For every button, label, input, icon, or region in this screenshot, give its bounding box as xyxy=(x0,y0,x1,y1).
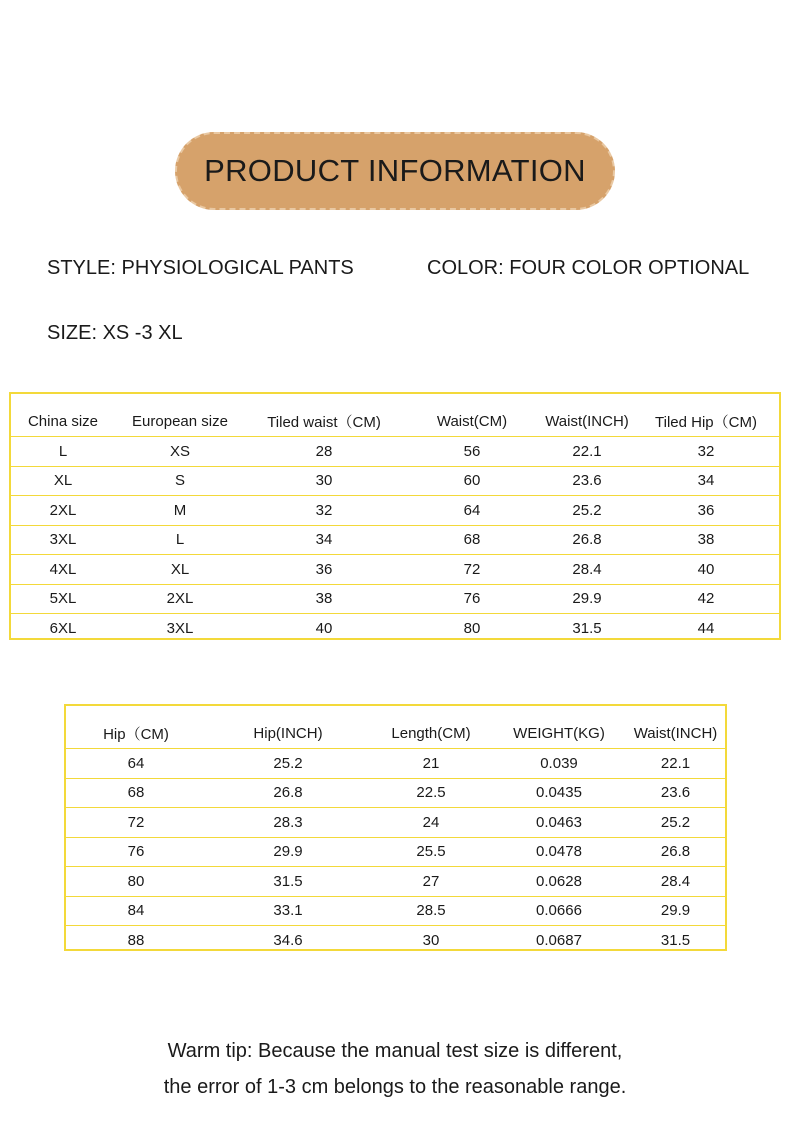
table-cell: S xyxy=(115,466,245,496)
table-row xyxy=(11,525,779,555)
table-cell: 25.2 xyxy=(626,808,725,838)
table-cell: 34.6 xyxy=(273,931,303,949)
table-cell: 28.4 xyxy=(626,867,725,897)
table-cell: 64 xyxy=(403,496,541,526)
table-cell: 42 xyxy=(633,584,779,614)
table-cell: 25.5 xyxy=(370,837,492,867)
table-row xyxy=(66,837,725,867)
table-cell: 31.5 xyxy=(206,867,370,897)
color-line: COLOR: FOUR COLOR OPTIONAL xyxy=(427,257,750,279)
table-cell: 68 xyxy=(403,525,541,555)
table-cell: 3XL xyxy=(166,619,194,637)
table-cell: 60 xyxy=(403,466,541,496)
column-header: Waist(INCH) xyxy=(541,406,633,437)
table-cell: 22.1 xyxy=(541,437,633,467)
table-cell: 2XL xyxy=(115,584,245,614)
table-cell: 76 xyxy=(66,837,206,867)
table-cell: XL xyxy=(11,466,115,496)
table-cell: 4XL xyxy=(11,555,115,585)
column-header: European size xyxy=(115,406,245,437)
table-cell: 21 xyxy=(370,749,492,779)
table-cell: 0.0463 xyxy=(492,808,626,838)
table-row xyxy=(11,437,779,467)
table-cell: M xyxy=(115,496,245,526)
table-row xyxy=(11,584,779,614)
table-cell: 34 xyxy=(633,466,779,496)
table-cell: 38 xyxy=(633,525,779,555)
column-header: WEIGHT(KG) xyxy=(492,718,626,749)
table-cell: 5XL xyxy=(11,584,115,614)
table-cell: 38 xyxy=(245,584,403,614)
column-header: Hip(INCH) xyxy=(206,718,370,749)
size-table-2 xyxy=(64,704,727,951)
table-cell: 3XL xyxy=(11,525,115,555)
column-header: Tiled Hip（CM) xyxy=(633,406,779,437)
table-cell: 0.0478 xyxy=(492,837,626,867)
table-cell: 0.0628 xyxy=(492,867,626,897)
table-cell: 32 xyxy=(633,437,779,467)
table-cell: 29.9 xyxy=(206,837,370,867)
table-cell: 29.9 xyxy=(626,896,725,926)
table-cell: 32 xyxy=(245,496,403,526)
table-cell: 26.8 xyxy=(626,837,725,867)
column-header: Hip（CM) xyxy=(66,718,206,749)
column-header: Waist(CM) xyxy=(403,406,541,437)
table-cell: 23.6 xyxy=(541,466,633,496)
table-cell: 88 xyxy=(127,931,145,949)
table-cell: 0.0687 xyxy=(536,931,582,949)
table-cell: 0.039 xyxy=(492,749,626,779)
table-row xyxy=(11,466,779,496)
column-header: Tiled waist（CM) xyxy=(245,406,403,437)
table-cell: 24 xyxy=(370,808,492,838)
column-header: Waist(INCH) xyxy=(626,718,725,749)
table-cell: 28.3 xyxy=(206,808,370,838)
table-cell: 31.5 xyxy=(572,619,602,637)
table-row xyxy=(66,896,725,926)
column-header: Length(CM) xyxy=(370,718,492,749)
table-cell: 31.5 xyxy=(660,931,691,949)
table-cell: 25.2 xyxy=(541,496,633,526)
table-row xyxy=(66,749,725,779)
table-cell: 36 xyxy=(633,496,779,526)
title-badge xyxy=(175,132,615,210)
table-cell: 25.2 xyxy=(206,749,370,779)
table-row xyxy=(66,808,725,838)
table-cell: 0.0435 xyxy=(492,778,626,808)
warm-tip-line-1: Warm tip: Because the manual test size is different, xyxy=(167,1040,623,1062)
size-table-1 xyxy=(9,392,781,640)
table-cell: L xyxy=(11,437,115,467)
table-cell: 28.4 xyxy=(541,555,633,585)
table-cell: XL xyxy=(115,555,245,585)
style-line: STYLE: PHYSIOLOGICAL PANTS xyxy=(47,257,354,279)
column-header: China size xyxy=(11,406,115,437)
table-row xyxy=(66,867,725,897)
table-cell: 44 xyxy=(697,619,715,637)
table-cell: 27 xyxy=(370,867,492,897)
table-cell: 26.8 xyxy=(541,525,633,555)
table-header-row xyxy=(11,406,779,437)
table-cell: 34 xyxy=(245,525,403,555)
table-header-row xyxy=(66,718,725,749)
table-cell: 72 xyxy=(403,555,541,585)
table-row xyxy=(11,496,779,526)
table-cell: 26.8 xyxy=(206,778,370,808)
table-cell: 28.5 xyxy=(370,896,492,926)
table-cell: 72 xyxy=(66,808,206,838)
table-cell: 6XL xyxy=(49,619,77,637)
warm-tip-line-2: the error of 1-3 cm belongs to the reasonable range. xyxy=(163,1076,627,1098)
table-cell: 40 xyxy=(633,555,779,585)
table-cell: L xyxy=(115,525,245,555)
table-cell: 80 xyxy=(66,867,206,897)
table-cell: 30 xyxy=(245,466,403,496)
table-cell: 40 xyxy=(315,619,333,637)
table-cell: 28 xyxy=(245,437,403,467)
table-row xyxy=(11,614,779,643)
table-cell: 84 xyxy=(66,896,206,926)
table-cell: 23.6 xyxy=(626,778,725,808)
table-row xyxy=(66,926,725,955)
table-cell: 22.1 xyxy=(626,749,725,779)
page-title: PRODUCT INFORMATION xyxy=(204,153,586,188)
table-cell: 2XL xyxy=(11,496,115,526)
table-cell: 76 xyxy=(403,584,541,614)
table-cell: 33.1 xyxy=(206,896,370,926)
table-cell: 68 xyxy=(66,778,206,808)
table-row xyxy=(11,555,779,585)
table-cell: 22.5 xyxy=(370,778,492,808)
table-cell: 0.0666 xyxy=(492,896,626,926)
table-cell: 30 xyxy=(422,931,440,949)
size-line: SIZE: XS -3 XL xyxy=(47,322,183,344)
table-cell: 36 xyxy=(245,555,403,585)
table-cell: 56 xyxy=(403,437,541,467)
table-cell: XS xyxy=(115,437,245,467)
table-cell: 64 xyxy=(66,749,206,779)
table-cell: 80 xyxy=(463,619,481,637)
table-row xyxy=(66,778,725,808)
table-cell: 29.9 xyxy=(541,584,633,614)
